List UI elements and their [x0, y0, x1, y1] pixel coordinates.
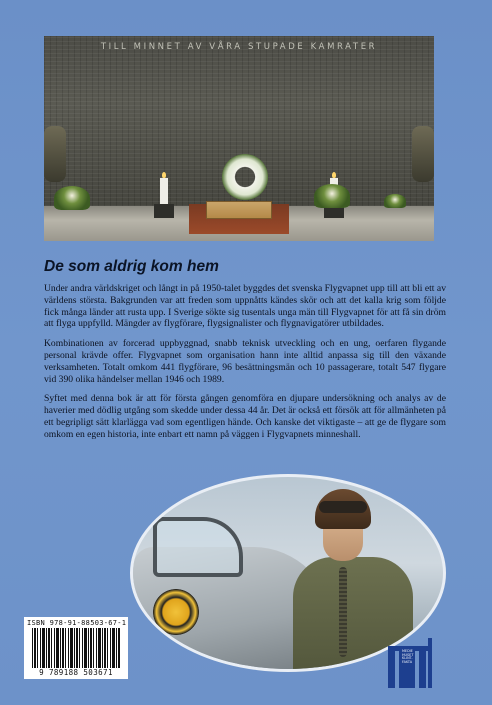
candle-left [160, 178, 168, 204]
blurb-paragraph: Under andra världskriget och långt in på 1950-talet byggdes det svenska Flygvapnet upp till att bli ett av världens största. Bakgrunden var att freden som uppnåtts kändes skör och att det kalla krig som följde fick många länder att rusta upp. I Sverige sökte sig tusentals unga män till Flygvapnet för att få sin dröm att flyga uppfylld. Mängder av flygförare, flygsignalister och flygnavigatörer utbildades. [44, 283, 446, 330]
flower-pot-left [54, 186, 90, 210]
memorial-hall-photo [44, 36, 434, 241]
logo-pillar [428, 638, 432, 688]
logo-pillar [388, 651, 395, 688]
publisher-logo [388, 628, 432, 688]
goggles-icon [319, 501, 367, 513]
logo-pillar [419, 651, 426, 688]
flower-pot-small [384, 194, 406, 208]
blurb [44, 283, 446, 449]
oxygen-hose [339, 567, 347, 657]
blurb-paragraph: Kombinationen av forcerad uppbyggnad, snabb teknisk utveckling och en ung, oerfaren flygande personal krävde offer. Flygvapnet som organisation hann inte alltid anpassa sig till den växande verksamheten. Totalt omkom 441 flygförare, 96 besättningsmän och 10 passagerare, totalt 547 flygare vid 390 olika händelser mellan 1946 och 1989. [44, 338, 446, 385]
candle-stand-left [154, 204, 174, 218]
ean-digits: 9 789188 503671 [39, 668, 113, 677]
wall-inscription: TILL MINNET AV VÅRA STUPADE KAMRATER [100, 42, 378, 52]
barcode-bars [32, 628, 120, 668]
bust-left [44, 126, 66, 182]
aircraft-canopy [153, 517, 243, 577]
wreath [222, 154, 268, 200]
blurb-paragraph: Syftet med denna bok är att för första gången genomföra en djupare undersökning och analys av de haverier med dödlig utgång som skedde under dessa 44 år. Det är också ett försök att för allmänheten på ett begripligt sätt klarlägga vad som egentligen hände. Och kanske det viktigaste – att ge de flygare som omkom en egen historia, inte enbart ett namn på väggen i Flygvapnets minneshall. [44, 393, 446, 440]
wasp-emblem-icon [153, 589, 199, 635]
memorial-plaque [206, 201, 272, 219]
bust-right [412, 126, 434, 182]
isbn-label: ISBN 978-91-88503-67-1 [27, 619, 127, 627]
publisher-name: MEDIEHUSET KLINT-FAKTA [402, 649, 414, 664]
flower-pot-right [314, 184, 350, 208]
isbn-barcode [24, 617, 128, 679]
book-title: De som aldrig kom hem [44, 258, 219, 275]
